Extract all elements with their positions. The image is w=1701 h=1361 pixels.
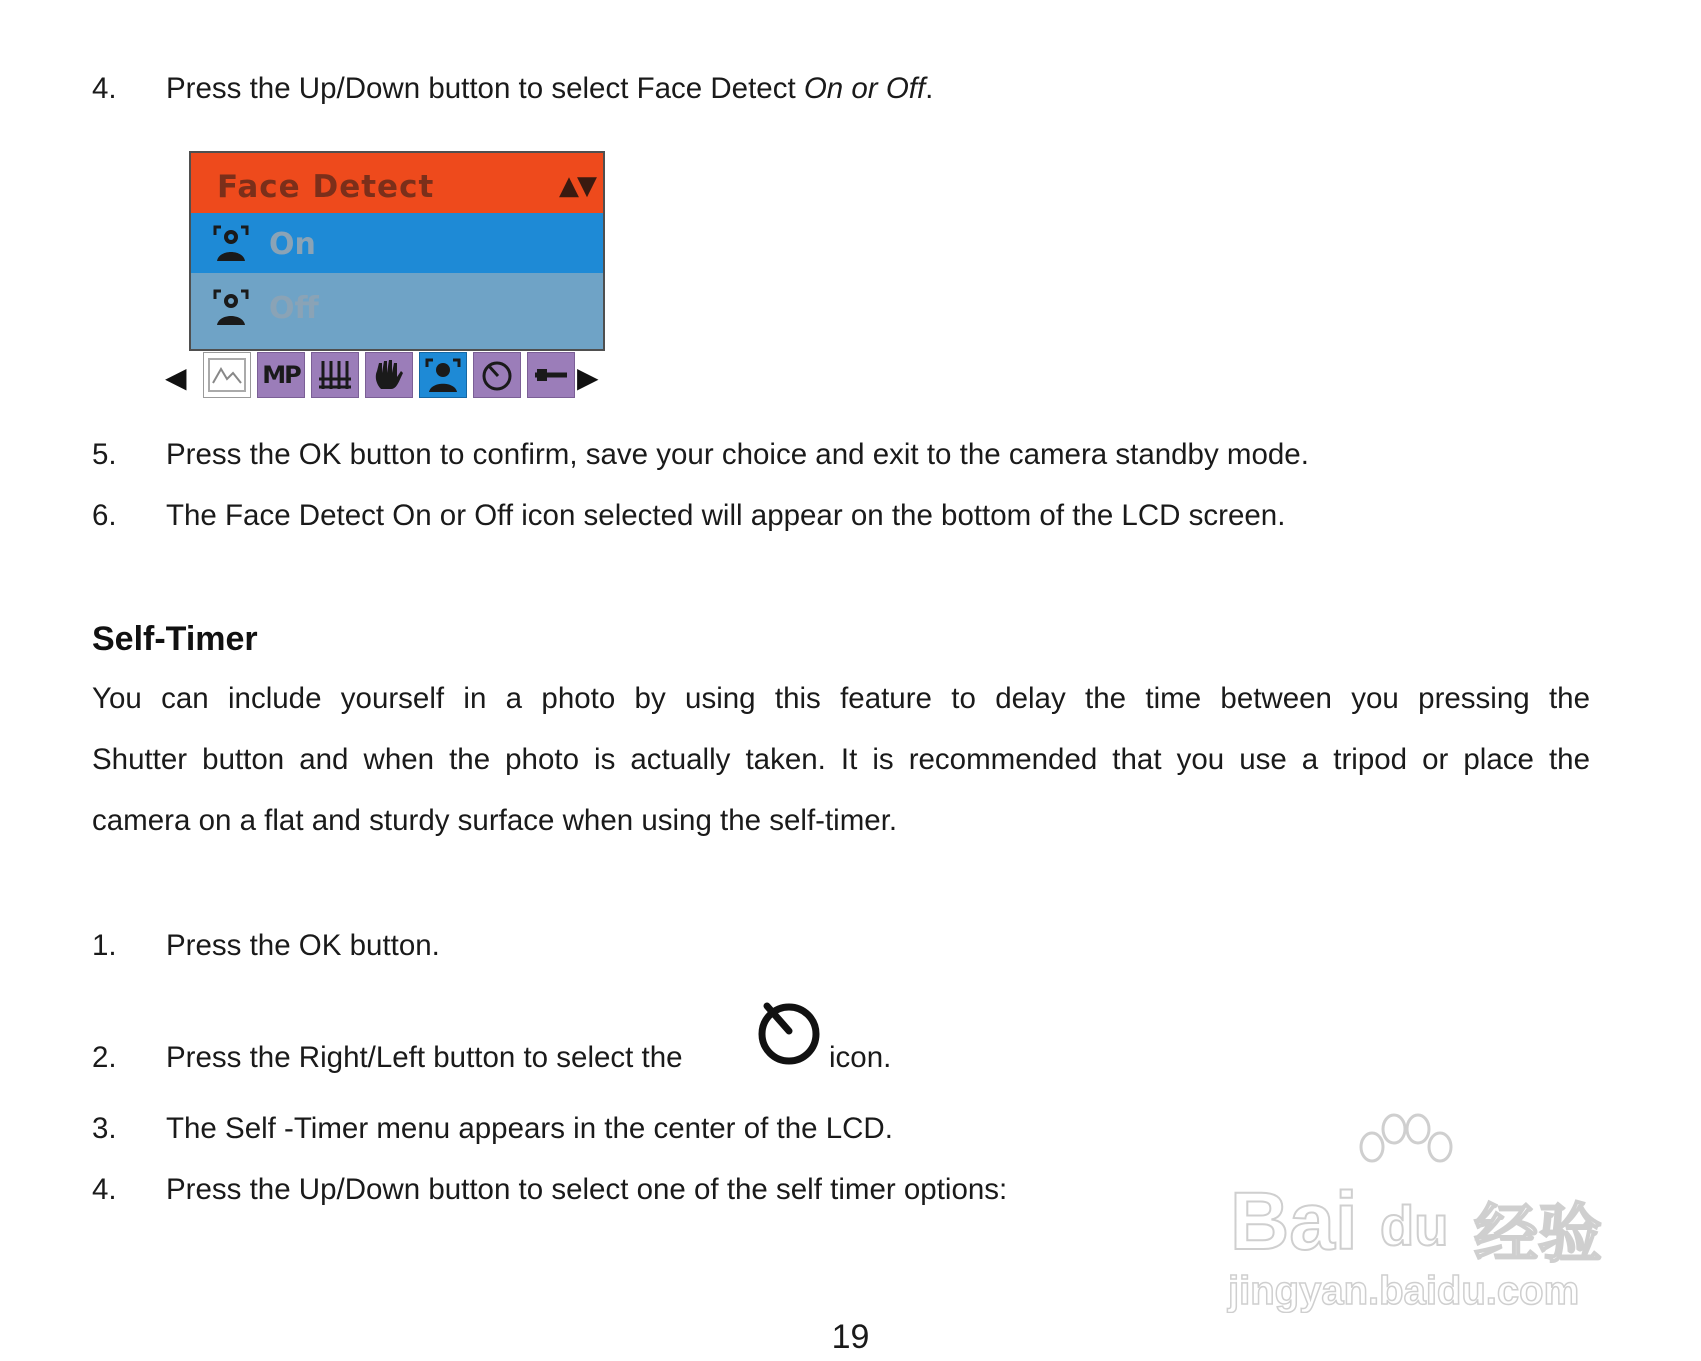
scene-icon <box>203 352 251 398</box>
step-text-main: Press the Up/Down button to select Face Detect <box>166 72 804 105</box>
up-down-arrows-icon: ▲▼ <box>559 171 595 201</box>
page-number: 19 <box>831 1318 870 1356</box>
step-number: 5. <box>92 438 117 471</box>
resolution-label: MP <box>262 361 300 389</box>
intro-paragraph-line: camera on a flat and sturdy surface when using the self-timer. <box>92 804 898 837</box>
step-text: The Face Detect On or Off icon selected will appear on the bottom of the LCD screen. <box>166 499 1286 532</box>
lcd-option-on-label: On <box>269 227 316 262</box>
intro-paragraph-line: You can include yourself in a photo by using this feature to delay the time between you pressing the <box>92 682 1590 715</box>
section-heading: Self-Timer <box>92 620 258 658</box>
right-arrow-icon: ▶ <box>577 361 599 394</box>
lcd-menu-title-bar <box>191 153 603 213</box>
lcd-menu-title: Face Detect <box>217 169 435 205</box>
intro-paragraph-line: Shutter button and when the photo is actually taken. It is recommended that you use a tripod or place the <box>92 743 1590 776</box>
lcd-icon-tab-bar <box>165 352 625 400</box>
step-text: Press the Right/Left button to select the <box>166 1041 683 1074</box>
step-number: 6. <box>92 499 117 532</box>
self-timer-icon <box>473 352 521 398</box>
face-detect-off-icon <box>211 287 251 332</box>
step-number: 4. <box>92 1173 117 1206</box>
watermark-url: jingyan.baidu.com <box>1228 1269 1580 1313</box>
step-text: Press the OK button. <box>166 929 440 962</box>
paw-print-icon <box>1350 1113 1460 1193</box>
watermark-brand-cn: 经验 <box>1474 1198 1602 1272</box>
lcd-option-on <box>191 213 603 273</box>
watermark-brand-du: du <box>1380 1194 1449 1257</box>
face-detect-on-icon <box>211 223 251 268</box>
anti-shake-icon <box>365 352 413 398</box>
baidu-watermark <box>1222 1113 1622 1313</box>
settings-icon <box>527 352 575 398</box>
white-balance-icon <box>311 352 359 398</box>
lcd-option-off <box>191 273 603 349</box>
step-text-italic: On or Off <box>803 72 926 105</box>
step-text: The Self -Timer menu appears in the center of the LCD. <box>166 1112 893 1145</box>
step-number: 1. <box>92 929 117 962</box>
step-text-end: icon. <box>829 1041 892 1074</box>
step-number: 2. <box>92 1041 117 1074</box>
left-arrow-icon: ◀ <box>165 361 187 394</box>
step-text: Press the OK button to confirm, save your choice and exit to the camera standby mode. <box>166 438 1309 471</box>
step-text <box>166 74 933 104</box>
face-detect-lcd-menu <box>189 151 605 351</box>
step-text-end: . <box>925 72 934 105</box>
step-number: 3. <box>92 1112 117 1145</box>
self-timer-icon <box>752 995 824 1072</box>
resolution-icon <box>257 352 305 398</box>
step-text: Press the Up/Down button to select one of the self timer options: <box>166 1173 1008 1206</box>
lcd-option-off-label: Off <box>269 291 319 326</box>
face-detect-icon <box>419 352 467 398</box>
watermark-brand: Bai <box>1230 1176 1358 1267</box>
step-number: 4. <box>92 72 117 105</box>
